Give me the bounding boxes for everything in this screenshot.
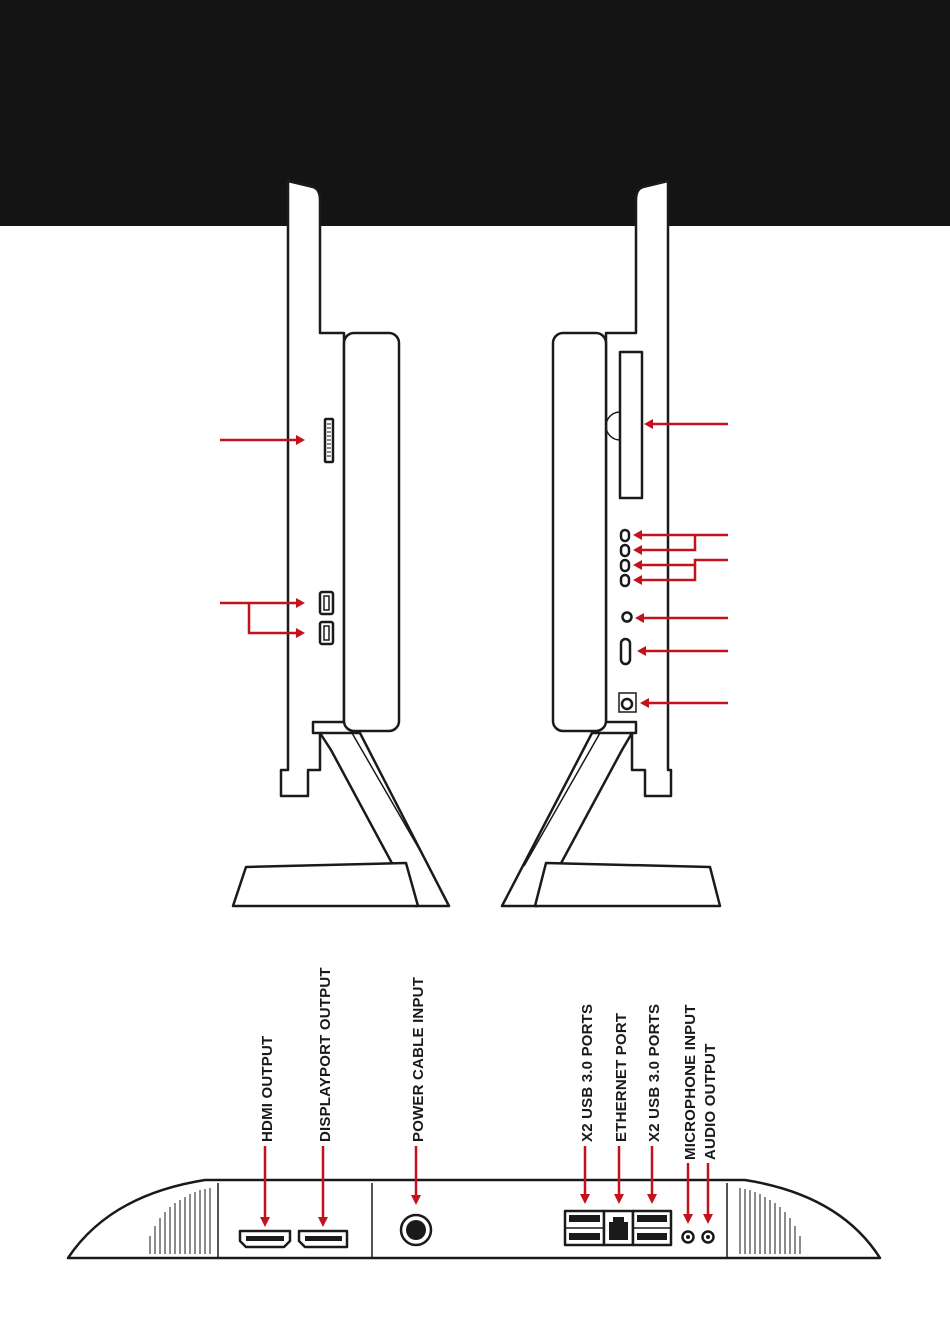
side-button [621,530,629,541]
optical-drive-slot [620,352,642,498]
side-button [621,560,629,571]
right-side-view [502,181,728,906]
bottom-port-panel [68,967,880,1258]
label-usb-ports-right: X2 USB 3.0 PORTS [646,1003,663,1142]
left-side-view [220,181,449,906]
side-slot [621,639,630,664]
header-band [0,0,950,226]
label-usb-ports-left: X2 USB 3.0 PORTS [579,1003,596,1142]
side-button [621,545,629,556]
label-displayport-output: DISPLAYPORT OUTPUT [317,967,334,1142]
label-audio-output: AUDIO OUTPUT [702,1043,719,1160]
side-button [621,575,629,586]
label-microphone-input: MICROPHONE INPUT [682,1004,699,1160]
label-power-cable-input: POWER CABLE INPUT [410,976,427,1142]
power-button [622,699,632,709]
side-audio-jack [623,613,632,622]
label-ethernet-port: ETHERNET PORT [613,1012,630,1142]
label-hdmi-output: HDMI OUTPUT [259,1035,276,1142]
